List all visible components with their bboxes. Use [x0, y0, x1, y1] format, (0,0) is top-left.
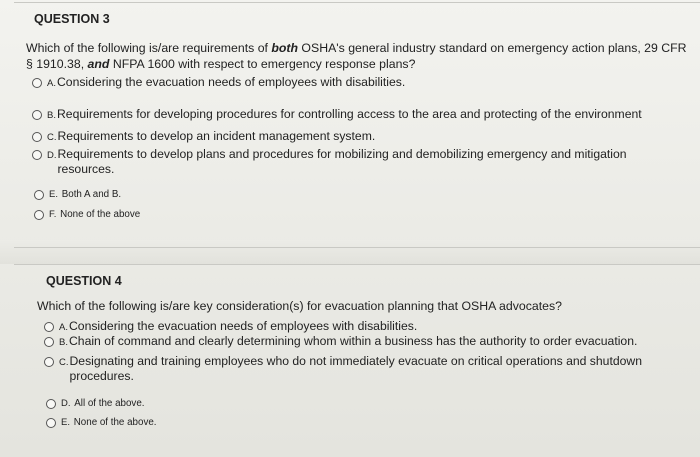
q4-option-c[interactable] [44, 354, 642, 384]
option-letter: E. [49, 189, 58, 200]
option-text: Chain of command and clearly determining whom within a business has the authority to order evacuation. [68, 334, 638, 348]
option-text: None of the above [60, 209, 141, 220]
option-letter: C. [47, 132, 57, 143]
option-letter: A. [59, 322, 68, 333]
question-4 [0, 262, 700, 457]
option-letter: D. [61, 398, 71, 409]
q3-option-f[interactable] [34, 207, 140, 222]
prompt-text: Which of the following is/are requirements of [26, 41, 272, 55]
radio-button[interactable] [44, 322, 54, 332]
radio-button[interactable] [32, 150, 42, 160]
option-text: Requirements to develop an incident management system. [57, 129, 376, 143]
q3-option-c[interactable] [32, 129, 375, 145]
option-letter: E. [61, 417, 70, 428]
q3-option-a[interactable] [32, 75, 405, 91]
option-text: Considering the evacuation needs of employees with disabilities. [68, 319, 418, 333]
option-text [70, 354, 642, 384]
section-divider [14, 247, 700, 248]
radio-button[interactable] [32, 78, 42, 88]
option-text: Requirements for developing procedures for controlling access to the area and protecting of the environment [56, 107, 642, 121]
option-letter: B. [47, 110, 56, 121]
option-text [58, 147, 627, 177]
radio-button[interactable] [32, 132, 42, 142]
radio-button[interactable] [46, 399, 56, 409]
radio-button[interactable] [34, 210, 44, 220]
prompt-text: OSHA's general industry standard on emergency action plans, 29 CFR § 1910.38, [26, 41, 687, 71]
option-text: Considering the evacuation needs of employees with disabilities. [56, 75, 406, 89]
radio-button[interactable] [32, 110, 42, 120]
section-gap [0, 240, 700, 264]
q3-option-d[interactable] [32, 147, 627, 177]
radio-button[interactable] [46, 418, 56, 428]
option-text: Both A and B. [61, 189, 122, 200]
prompt-text: NFPA 1600 with respect to emergency response plans? [109, 57, 416, 71]
q3-option-e[interactable] [34, 187, 121, 202]
option-text-line-1: Requirements to develop plans and procedures for mobilizing and demobilizing emergency and mitigation [57, 147, 627, 161]
option-text-line-2: procedures. [69, 369, 134, 383]
option-text-line-2: resources. [57, 162, 115, 176]
q4-option-d[interactable] [46, 396, 145, 411]
option-text-line-1: Designating and training employees who do not immediately evacuate on critical operations and shutdown [69, 354, 642, 368]
option-text: None of the above. [73, 417, 157, 428]
radio-button[interactable] [44, 337, 54, 347]
radio-button[interactable] [44, 357, 54, 367]
q3-option-b[interactable] [32, 107, 642, 123]
question-4-prompt: Which of the following is/are key consideration(s) for evacuation planning that OSHA advocates? [37, 299, 562, 313]
option-letter: B. [59, 337, 68, 348]
option-letter: A. [47, 78, 56, 89]
question-3-prompt [26, 40, 696, 72]
prompt-emphasis: both [271, 41, 299, 55]
q4-option-e[interactable] [46, 415, 157, 430]
option-letter: C. [59, 357, 69, 368]
q4-option-a[interactable] [44, 319, 417, 335]
radio-button[interactable] [34, 190, 44, 200]
question-3-heading: QUESTION 3 [34, 12, 110, 26]
prompt-emphasis: and [87, 57, 110, 71]
q4-option-b[interactable] [44, 334, 637, 350]
question-4-heading: QUESTION 4 [46, 274, 122, 288]
option-letter: F. [49, 209, 57, 220]
option-letter: D. [47, 150, 57, 161]
option-text: All of the above. [74, 398, 145, 409]
